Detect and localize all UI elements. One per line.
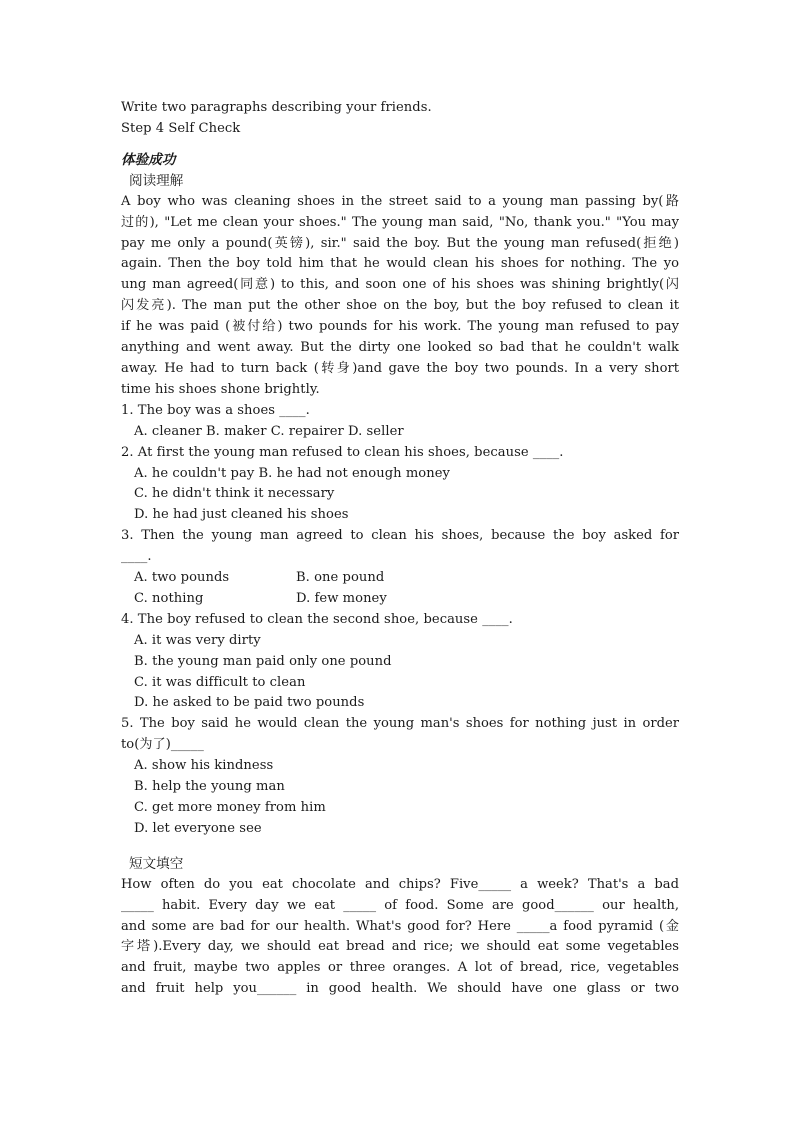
passage-line: ung man agreed(同意) to this, and soon one of his shoes was shining brightly(闪 [121, 277, 679, 293]
question-stem-cont: ____. [121, 549, 152, 565]
question-4 [121, 610, 679, 715]
passage-line: 过的), "Let me clean your shoes." The young man said, "No, thank you." "You may [121, 214, 679, 230]
option-c: C. nothing [134, 590, 204, 606]
passage-line: A boy who was cleaning shoes in the street said to a young man passing by(路 [121, 193, 679, 209]
option-a: A. it was very dirty [134, 632, 261, 648]
option-d: D. he asked to be paid two pounds [134, 695, 365, 711]
cloze-line: and some are bad for our health. What's good for? Here _____a food pyramid (金 [121, 918, 679, 934]
question-stem: 3. Then the young man agreed to clean his shoes, because the boy asked for [121, 528, 679, 544]
cloze-passage [121, 875, 679, 1000]
reading-passage [121, 192, 679, 401]
question-stem-cont: to(为了)_____ [121, 737, 204, 753]
passage-line: 闪发亮). The man put the other shoe on the boy, but the boy refused to clean it [121, 298, 679, 314]
options-grid [121, 568, 679, 610]
question-stem: 5. The boy said he would clean the young man's shoes for nothing just in order [121, 716, 679, 732]
passage-line: pay me only a pound(英镑), sir." said the boy. But the young man refused(拒绝) [121, 235, 679, 251]
question-stem: 1. The boy was a shoes ____. [121, 402, 310, 418]
option-c: C. he didn't think it necessary [134, 486, 335, 502]
passage-line: time his shoes shone brightly. [121, 381, 320, 397]
cloze-line: and fruit, maybe two apples or three oranges. A lot of bread, rice, vegetables [121, 960, 679, 976]
cloze-line: 字塔).Every day, we should eat bread and rice; we should eat some vegetables [121, 939, 679, 955]
question-5 [121, 714, 679, 839]
document-page [121, 98, 679, 1000]
option-d: D. let everyone see [134, 820, 262, 836]
question-stem: 4. The boy refused to clean the second shoe, because ____. [121, 611, 513, 627]
option-d: D. few money [296, 590, 387, 606]
reading-heading: 阅读理解 [129, 172, 184, 189]
cloze-line: How often do you eat chocolate and chips? Five_____ a week? That's a bad [121, 876, 679, 892]
passage-line: if he was paid (被付给) two pounds for his work. The young man refused to pay [121, 319, 679, 335]
question-1 [121, 401, 679, 443]
option-a: A. show his kindness [134, 758, 274, 774]
question-options: A. cleaner B. maker C. repairer D. seller [134, 423, 404, 439]
option-b: B. help the young man [134, 779, 285, 795]
step-label: Step 4 Self Check [121, 120, 241, 136]
question-2 [121, 443, 679, 527]
option-d: D. he had just cleaned his shoes [134, 507, 349, 523]
cloze-line: and fruit help you______ in good health. We should have one glass or two [121, 981, 679, 997]
option-c: C. it was difficult to clean [134, 674, 306, 690]
option-b: B. one pound [296, 570, 385, 586]
option-b: B. the young man paid only one pound [134, 653, 392, 669]
intro-line: Write two paragraphs describing your friends. [121, 100, 432, 115]
option-ab: A. he couldn't pay B. he had not enough money [134, 465, 450, 481]
passage-line: again. Then the boy told him that he would clean his shoes for nothing. The yo [121, 256, 679, 272]
cloze-line: _____ habit. Every day we eat _____ of food. Some are good______ our health, [121, 897, 679, 913]
section-title: 体验成功 [121, 151, 176, 168]
passage-line: away. He had to turn back (转身)and gave the boy two pounds. In a very short [121, 360, 679, 376]
option-c: C. get more money from him [134, 800, 326, 815]
question-stem: 2. At first the young man refused to clean his shoes, because ____. [121, 444, 564, 460]
option-a: A. two pounds [134, 570, 230, 586]
cloze-heading: 短文填空 [129, 855, 184, 872]
question-3 [121, 526, 679, 610]
passage-line: anything and went away. But the dirty one looked so bad that he couldn't walk [121, 340, 679, 356]
